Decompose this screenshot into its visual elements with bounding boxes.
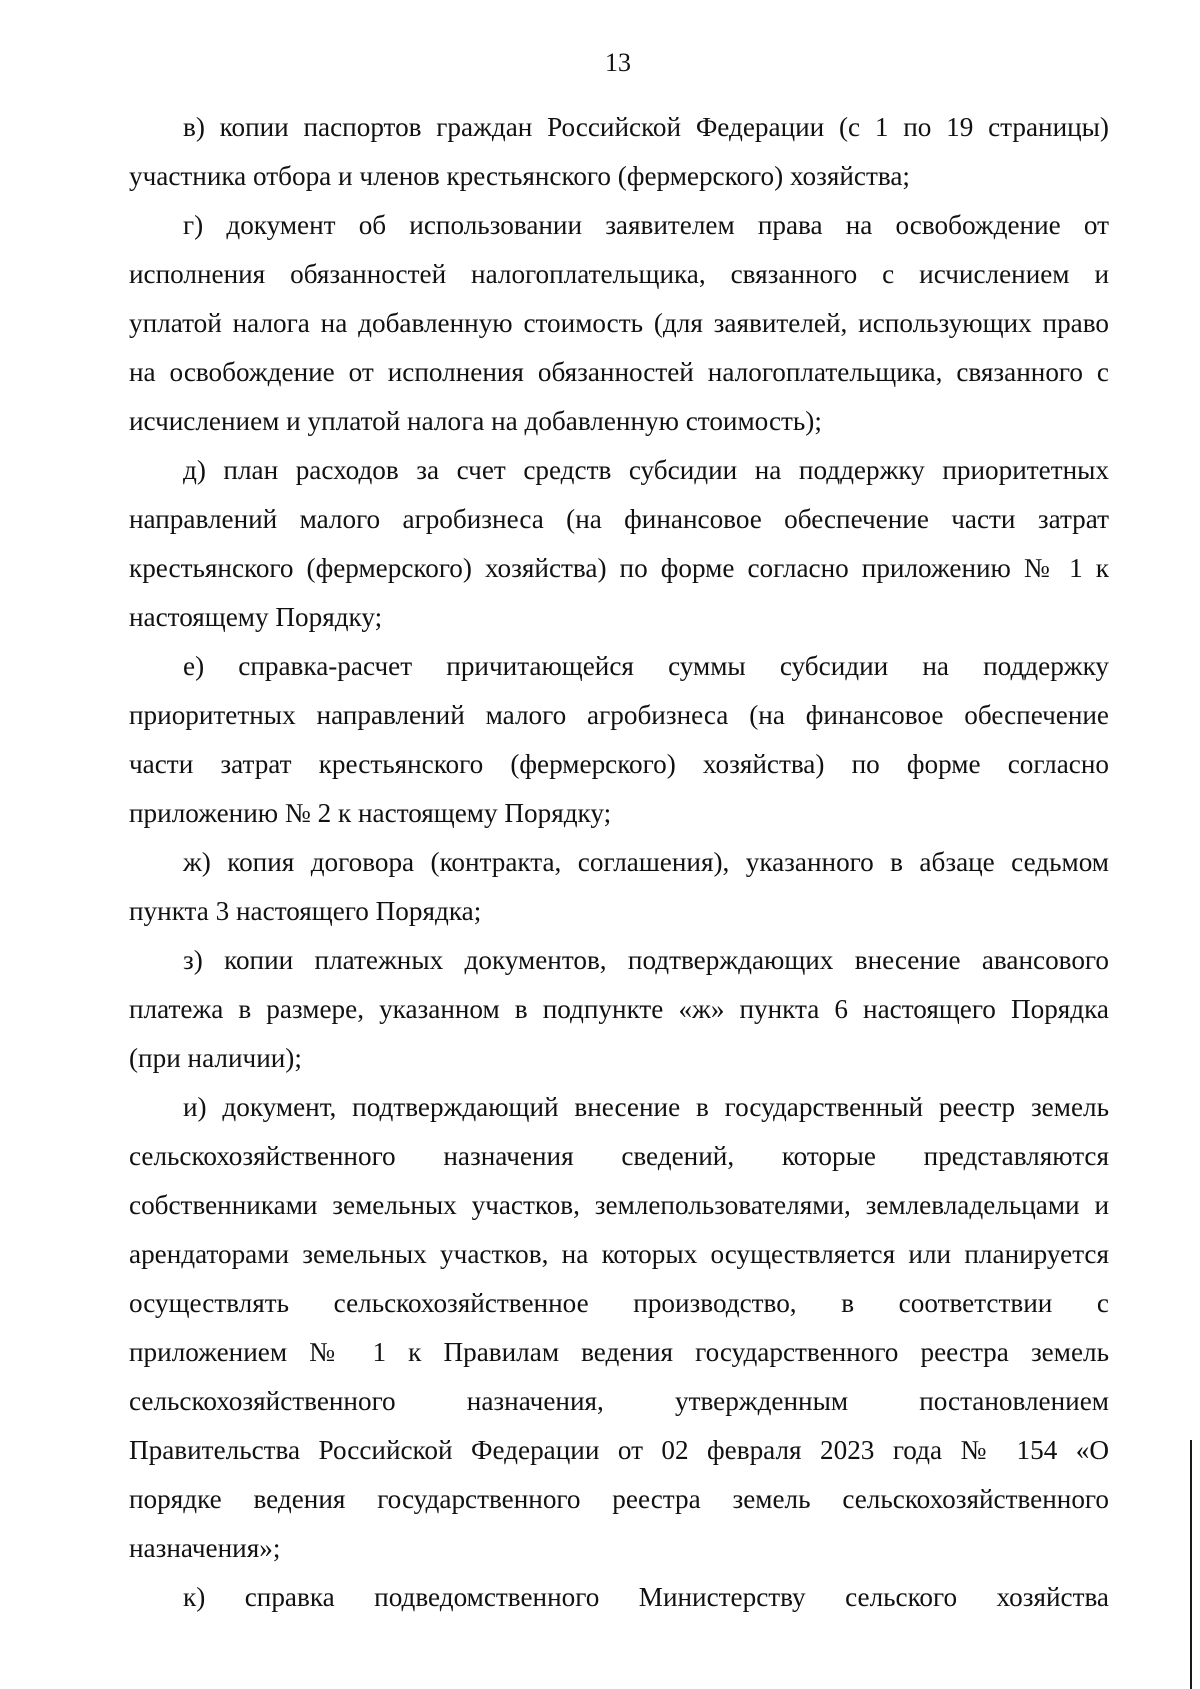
paragraph bbox=[129, 936, 1109, 1083]
document-body bbox=[129, 103, 1109, 1622]
paragraph-line: исполнения обязанностей налогоплательщика, связанного с исчислением и bbox=[129, 259, 1109, 289]
paragraph-line: осуществлять сельскохозяйственное производство, в соответствии с bbox=[129, 1288, 1109, 1318]
paragraph-line: направлений малого агробизнеса (на финансовое обеспечение части затрат bbox=[129, 504, 1109, 534]
paragraph bbox=[129, 1573, 1109, 1622]
paragraph-line: приоритетных направлений малого агробизнеса (на финансовое обеспечение bbox=[129, 700, 1109, 730]
paragraph-line: Правительства Российской Федерации от 02 февраля 2023 года № 154 «О bbox=[129, 1435, 1109, 1465]
paragraph-line: сельскохозяйственного назначения, утвержденным постановлением bbox=[129, 1386, 1109, 1416]
paragraph-line: е) справка-расчет причитающейся суммы субсидии на поддержку bbox=[183, 651, 1109, 681]
paragraph bbox=[129, 642, 1109, 838]
paragraph-line: арендаторами земельных участков, на которых осуществляется или планируется bbox=[129, 1239, 1109, 1269]
paragraph-line: на освобождение от исполнения обязанностей налогоплательщика, связанного с bbox=[129, 357, 1109, 387]
paragraph-line: крестьянского (фермерского) хозяйства) по форме согласно приложению № 1 к bbox=[129, 553, 1109, 583]
paragraph bbox=[129, 446, 1109, 642]
paragraph bbox=[129, 201, 1109, 446]
page-number: 13 bbox=[605, 48, 631, 77]
paragraph-line: порядке ведения государственного реестра земель сельскохозяйственного bbox=[129, 1484, 1109, 1514]
paragraph-line: з) копии платежных документов, подтверждающих внесение авансового bbox=[183, 945, 1109, 975]
paragraph bbox=[129, 103, 1109, 201]
paragraph-line: участника отбора и членов крестьянского (фермерского) хозяйства; bbox=[129, 161, 910, 191]
paragraph-line: в) копии паспортов граждан Российской Федерации (с 1 по 19 страницы) bbox=[183, 112, 1109, 142]
paragraph-line: ж) копия договора (контракта, соглашения), указанного в абзаце седьмом bbox=[183, 847, 1109, 877]
paragraph-line: платежа в размере, указанном в подпункте «ж» пункта 6 настоящего Порядка bbox=[129, 994, 1109, 1024]
paragraph bbox=[129, 1083, 1109, 1573]
paragraph-line: приложением № 1 к Правилам ведения государственного реестра земель bbox=[129, 1337, 1109, 1367]
paragraph-line: пункта 3 настоящего Порядка; bbox=[129, 896, 482, 926]
paragraph-line: г) документ об использовании заявителем права на освобождение от bbox=[183, 210, 1109, 240]
paragraph-line: исчислением и уплатой налога на добавленную стоимость); bbox=[129, 406, 822, 436]
paragraph-line: сельскохозяйственного назначения сведений, которые представляются bbox=[129, 1141, 1109, 1171]
paragraph bbox=[129, 838, 1109, 936]
paragraph-line: и) документ, подтверждающий внесение в государственный реестр земель bbox=[183, 1092, 1109, 1122]
paragraph-line: назначения»; bbox=[129, 1533, 281, 1563]
paragraph-line: уплатой налога на добавленную стоимость (для заявителей, использующих право bbox=[129, 308, 1109, 338]
paragraph-line: (при наличии); bbox=[129, 1043, 302, 1073]
scan-edge-line bbox=[1190, 1440, 1192, 1689]
paragraph-line: части затрат крестьянского (фермерского) хозяйства) по форме согласно bbox=[129, 749, 1109, 779]
paragraph-line: собственниками земельных участков, землепользователями, землевладельцами и bbox=[129, 1190, 1109, 1220]
paragraph-line: д) план расходов за счет средств субсидии на поддержку приоритетных bbox=[183, 455, 1109, 485]
paragraph-line: приложению № 2 к настоящему Порядку; bbox=[129, 798, 612, 828]
paragraph-line: к) справка подведомственного Министерству сельского хозяйства bbox=[183, 1582, 1109, 1612]
paragraph-line: настоящему Порядку; bbox=[129, 602, 383, 632]
